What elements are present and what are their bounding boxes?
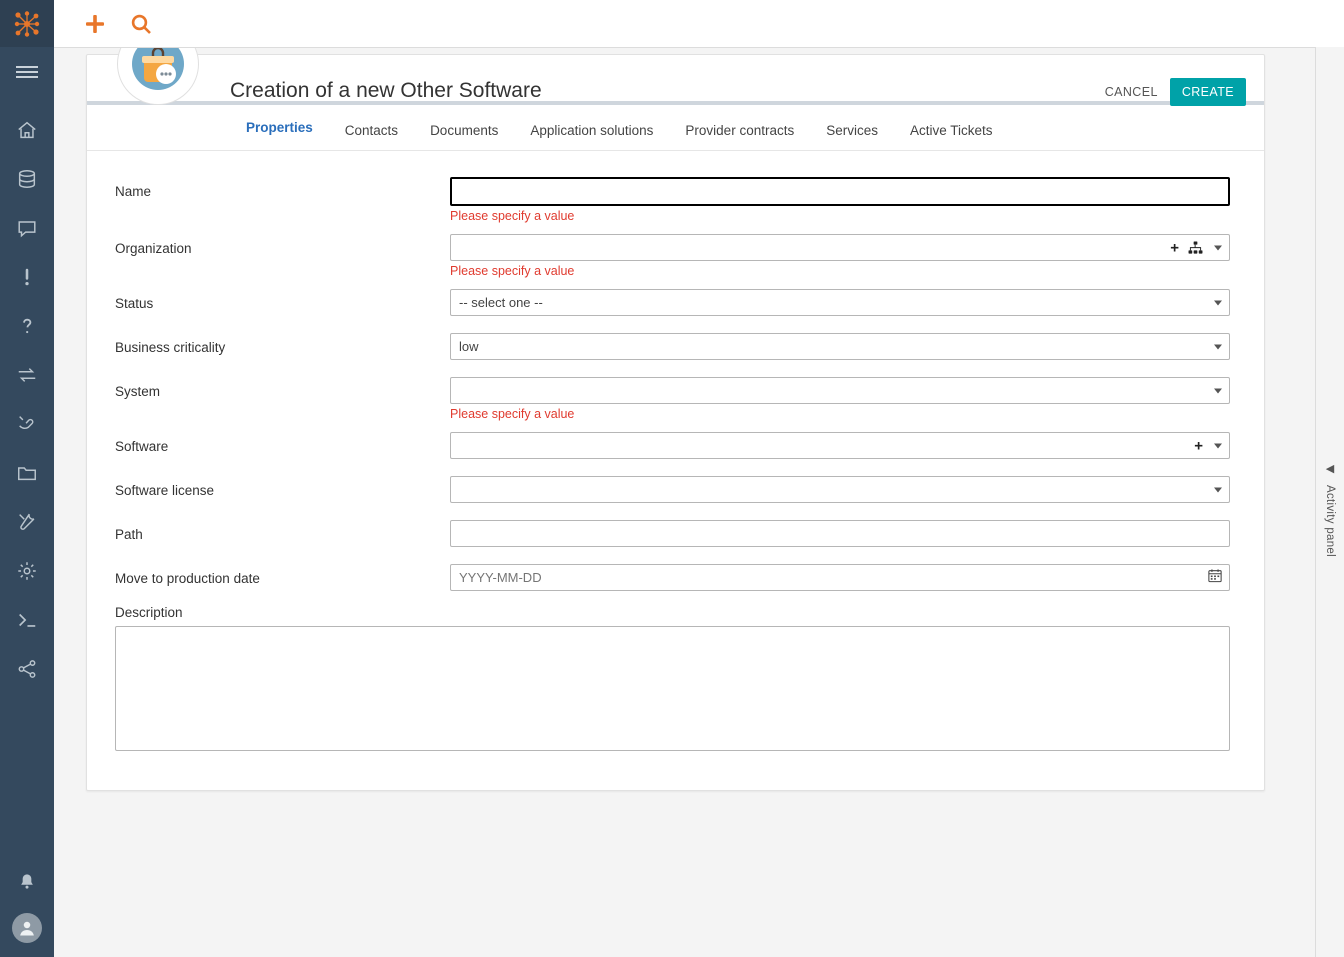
changes-icon xyxy=(16,364,38,386)
field-row-description xyxy=(115,605,1236,756)
app-logo-icon xyxy=(13,10,41,38)
incident-icon xyxy=(16,266,38,288)
sidebar-item-admin[interactable] xyxy=(0,546,54,595)
calendar-icon[interactable] xyxy=(1208,568,1222,587)
field-row-name xyxy=(115,177,1236,230)
business-criticality-caret-icon[interactable] xyxy=(1214,344,1222,349)
system-caret-icon[interactable] xyxy=(1214,388,1222,393)
gear-icon xyxy=(16,560,38,582)
menu-toggle[interactable] xyxy=(0,53,54,91)
software-avatar-icon xyxy=(130,48,186,92)
tab-application-solutions[interactable]: Application solutions xyxy=(530,123,654,138)
organization-error: Please specify a value xyxy=(450,264,575,278)
top-toolbar xyxy=(54,0,1344,48)
move-to-production-date-label: Move to production date xyxy=(115,571,260,586)
properties-form xyxy=(87,151,1264,790)
object-form-panel xyxy=(86,54,1265,791)
search-icon xyxy=(129,12,153,36)
software-license-field-wrap xyxy=(450,476,1230,516)
plus-icon xyxy=(83,12,107,36)
sidebar-item-documents[interactable] xyxy=(0,448,54,497)
panel-header xyxy=(87,55,1264,151)
main-area xyxy=(54,0,1344,957)
software-license-caret-icon[interactable] xyxy=(1214,487,1222,492)
field-row-system xyxy=(115,377,1236,428)
path-label: Path xyxy=(115,527,143,542)
chevron-left-icon[interactable]: ◀ xyxy=(1325,463,1335,475)
page-title: Creation of a new Other Software xyxy=(230,79,542,102)
software-license-select[interactable] xyxy=(450,476,1230,503)
tab-bar xyxy=(230,110,1009,150)
activity-panel-label: Activity panel xyxy=(1324,485,1336,557)
hierarchy-icon[interactable] xyxy=(1188,241,1203,254)
system-label: System xyxy=(115,384,161,399)
move-to-production-date-field-wrap xyxy=(450,564,1230,591)
object-avatar xyxy=(117,48,199,105)
tab-contacts[interactable]: Contacts xyxy=(344,123,399,138)
app-logo[interactable] xyxy=(0,0,54,47)
sidebar-item-service-requests[interactable] xyxy=(0,301,54,350)
system-field-wrap xyxy=(450,377,1230,428)
plug-icon xyxy=(16,413,38,435)
tab-services[interactable]: Services xyxy=(826,123,878,138)
path-input[interactable] xyxy=(450,520,1230,547)
left-sidebar xyxy=(0,0,54,957)
sidebar-item-changes[interactable] xyxy=(0,350,54,399)
tab-active-tickets[interactable]: Active Tickets xyxy=(909,123,993,138)
field-row-status xyxy=(115,289,1236,329)
organization-field-icons xyxy=(1170,240,1203,255)
sidebar-item-requests[interactable] xyxy=(0,203,54,252)
spacer xyxy=(450,316,1230,329)
field-row-software xyxy=(115,432,1236,472)
software-caret-icon[interactable] xyxy=(1214,443,1222,448)
organization-field-wrap xyxy=(450,234,1230,285)
header-actions xyxy=(1093,78,1246,106)
sidebar-item-incidents[interactable] xyxy=(0,252,54,301)
sidebar-footer xyxy=(0,859,54,949)
tab-provider-contracts[interactable]: Provider contracts xyxy=(685,123,795,138)
folder-icon xyxy=(16,462,38,484)
status-field-wrap xyxy=(450,289,1230,329)
system-error: Please specify a value xyxy=(450,407,575,421)
business-criticality-field-wrap xyxy=(450,333,1230,373)
business-criticality-label: Business criticality xyxy=(115,340,226,355)
sidebar-item-tools[interactable] xyxy=(0,497,54,546)
software-select[interactable] xyxy=(450,432,1230,459)
business-criticality-select[interactable] xyxy=(450,333,1230,360)
tab-documents[interactable]: Documents xyxy=(430,123,499,138)
software-field-icons xyxy=(1194,438,1203,453)
organization-label: Organization xyxy=(115,241,192,256)
description-label: Description xyxy=(115,605,183,620)
add-organization-icon[interactable]: + xyxy=(1170,239,1179,256)
name-field-wrap xyxy=(450,177,1230,230)
calendar-glyph xyxy=(1208,568,1222,582)
menu-bar xyxy=(16,76,38,78)
software-field-wrap xyxy=(450,432,1230,472)
software-license-label: Software license xyxy=(115,483,215,498)
comment-icon xyxy=(16,217,38,239)
sidebar-item-home[interactable] xyxy=(0,105,54,154)
tab-properties[interactable]: Properties xyxy=(246,120,313,135)
status-select[interactable] xyxy=(450,289,1230,316)
share-icon xyxy=(16,658,38,680)
spacer xyxy=(450,547,1230,560)
activity-panel-toggle[interactable] xyxy=(1315,47,1344,957)
spacer xyxy=(450,360,1230,373)
business-criticality-value: low xyxy=(459,339,479,354)
field-row-business-criticality xyxy=(115,333,1236,373)
organization-caret-icon[interactable] xyxy=(1214,245,1222,250)
bell-icon xyxy=(17,872,37,892)
name-label: Name xyxy=(115,184,152,199)
status-value: -- select one -- xyxy=(459,295,543,310)
avatar-icon xyxy=(17,918,37,938)
notifications-button[interactable] xyxy=(0,859,54,905)
spacer xyxy=(450,459,1230,472)
status-label: Status xyxy=(115,296,154,311)
tools-icon xyxy=(16,511,38,533)
cancel-button[interactable]: CANCEL xyxy=(1093,79,1170,105)
field-row-path xyxy=(115,520,1236,560)
name-input[interactable] xyxy=(450,177,1230,206)
user-avatar[interactable] xyxy=(12,913,42,943)
add-software-icon[interactable]: + xyxy=(1194,437,1203,454)
sidebar-nav xyxy=(0,105,54,693)
home-icon xyxy=(16,119,38,141)
global-search-button[interactable] xyxy=(118,1,164,47)
content-area xyxy=(54,48,1344,957)
field-row-organization xyxy=(115,234,1236,285)
menu-bar xyxy=(16,71,38,73)
description-textarea[interactable] xyxy=(115,626,1230,751)
sidebar-item-data[interactable] xyxy=(0,154,54,203)
move-to-production-date-input[interactable] xyxy=(450,564,1230,591)
sidebar-item-configuration[interactable] xyxy=(0,399,54,448)
software-label: Software xyxy=(115,439,169,454)
console-icon xyxy=(16,609,38,631)
new-object-button[interactable] xyxy=(72,1,118,47)
field-row-move-to-production-date xyxy=(115,564,1236,591)
status-caret-icon[interactable] xyxy=(1214,300,1222,305)
organization-input[interactable] xyxy=(450,234,1230,261)
spacer xyxy=(450,503,1230,516)
path-field-wrap xyxy=(450,520,1230,560)
field-row-software-license xyxy=(115,476,1236,516)
name-error: Please specify a value xyxy=(450,209,575,223)
create-button[interactable]: CREATE xyxy=(1170,78,1246,106)
menu-bar xyxy=(16,66,38,68)
sidebar-item-share[interactable] xyxy=(0,644,54,693)
question-icon xyxy=(16,315,38,337)
system-select[interactable] xyxy=(450,377,1230,404)
sidebar-item-console[interactable] xyxy=(0,595,54,644)
database-icon xyxy=(16,168,38,190)
